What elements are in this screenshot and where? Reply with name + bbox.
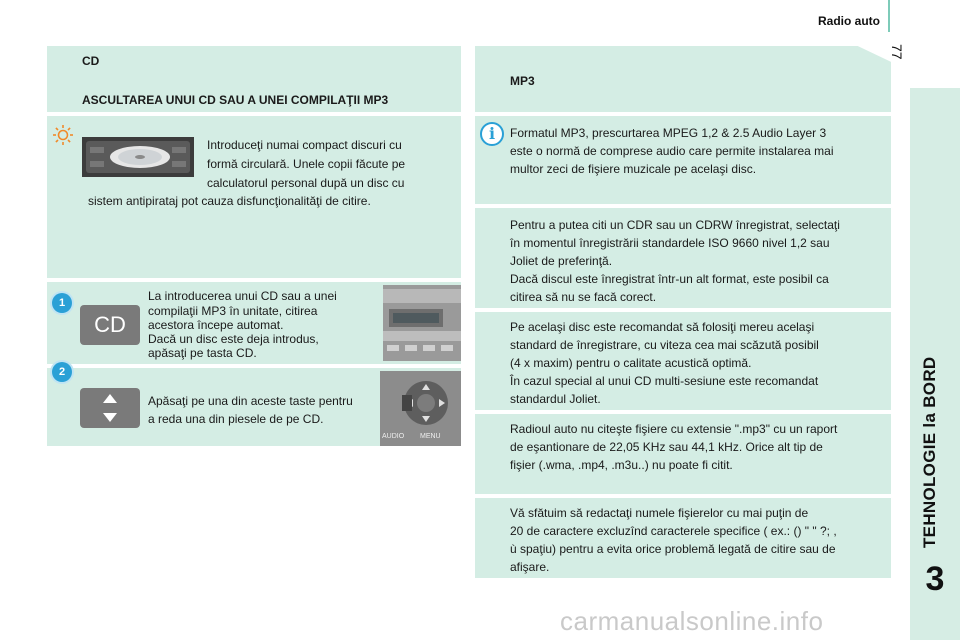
chapter-number: 3 [925, 560, 945, 598]
radio-joystick-photo [380, 371, 461, 446]
step1-line-3: acestora începe automat. [148, 318, 284, 332]
mp3-b2-line-4: Dacă discul este înregistrat într-un alt format, este posibil ca [510, 272, 829, 286]
mp3-b3-line-1: Pe acelaşi disc este recomandat să folosiţi mereu acelaşi [510, 320, 815, 334]
mp3-b1-line-3: multor zeci de fişiere muzicale pe acelaşi disc. [510, 162, 757, 176]
page-number: 77 [889, 44, 905, 60]
radio-panel-photo [383, 285, 461, 361]
cd-subtitle: ASCULTAREA UNUI CD SAU A UNEI COMPILAŢII MP3 [82, 93, 389, 107]
mp3-b3-line-5: standardul Joliet. [510, 392, 601, 406]
step1-line-2: compilaţii MP3 în unitate, citirea [148, 304, 318, 318]
page-header-title: Radio auto [818, 14, 880, 28]
warning-line-2: formă circulară. Unele copii făcute pe [207, 157, 406, 171]
mp3-b4-line-2: de eşantionare de 22,05 KHz sau 44,1 kHz. Orice alt tip de [510, 440, 823, 454]
mp3-b5-line-3: ù spaţiu) pentru a evita orice problemă legată de citire sau de [510, 542, 836, 556]
step1-line-4: Dacă un disc este deja introdus, [148, 332, 319, 346]
step-1-badge: 1 [52, 293, 72, 313]
mp3-b5-line-1: Vă sfătuim să redactaţi numele fişierelor cu mai puţin de [510, 506, 809, 520]
menu-key-label: MENU [420, 433, 441, 440]
audio-key-label: AUDIO [382, 433, 405, 440]
mp3-b1-line-1: Formatul MP3, prescurtarea MPEG 1,2 & 2.5 Audio Layer 3 [510, 126, 827, 140]
warning-line-3: calculatorul personal după un disc cu [207, 176, 405, 190]
mp3-b2-line-3: Joliet de preferinţă. [510, 254, 613, 268]
warning-line-1: Introduceţi numai compact discuri cu [207, 138, 402, 152]
step2-line-2: a reda una din piesele de pe CD. [148, 412, 324, 426]
cd-key-button: CD [80, 305, 140, 345]
info-icon: i [480, 122, 504, 146]
mp3-header-panel [475, 46, 891, 112]
footer-watermark: carmanualsonline.info [560, 606, 824, 636]
cd-title: CD [82, 54, 100, 68]
mp3-b4-line-3: fişier (.wma, .mp4, .m3u..) nu poate fi citit. [510, 458, 733, 472]
header-divider [888, 0, 890, 32]
warning-line-4: sistem antipirataj pot cauza disfuncţionalităţi de citire. [88, 194, 371, 208]
mp3-b2-line-2: în momentul înregistrării standardele ISO 9660 nivel 1,2 sau [510, 236, 830, 250]
up-down-arrows-icon [80, 388, 140, 428]
mp3-b4-line-1: Radioul auto nu citeşte fişiere cu extensie ".mp3" cu un raport [510, 422, 838, 436]
mp3-b5-line-4: afişare. [510, 560, 550, 574]
warning-sun-icon [52, 124, 74, 146]
mp3-b5-line-2: 20 de caractere excluzînd caracterele specifice ( ex.: () " " ?; , [510, 524, 837, 538]
mp3-b3-line-2: standard de înregistrare, cu viteza cea mai scăzută posibil [510, 338, 819, 352]
cd-insertion-photo [82, 137, 194, 177]
mp3-b3-line-4: În cazul special al unui CD multi-sesiune este recomandat [510, 374, 819, 388]
chapter-label: TEHNOLOGIE la BORD [920, 356, 939, 548]
mp3-b3-line-3: (4 x maxim) pentru o calitate acustică optimă. [510, 356, 752, 370]
step1-line-1: La introducerea unui CD sau a unei [148, 289, 337, 303]
mp3-title: MP3 [510, 74, 535, 88]
step2-line-1: Apăsaţi pe una din aceste taste pentru [148, 394, 353, 408]
step-2-badge: 2 [52, 362, 72, 382]
mp3-b2-line-5: citirea să nu se facă corect. [510, 290, 657, 304]
mp3-b2-line-1: Pentru a putea citi un CDR sau un CDRW înregistrat, selectaţi [510, 218, 840, 232]
mp3-b1-line-2: este o normă de comprese audio care permite instalarea mai [510, 144, 834, 158]
step1-line-5: apăsaţi pe tasta CD. [148, 346, 257, 360]
up-down-keys [80, 388, 140, 428]
